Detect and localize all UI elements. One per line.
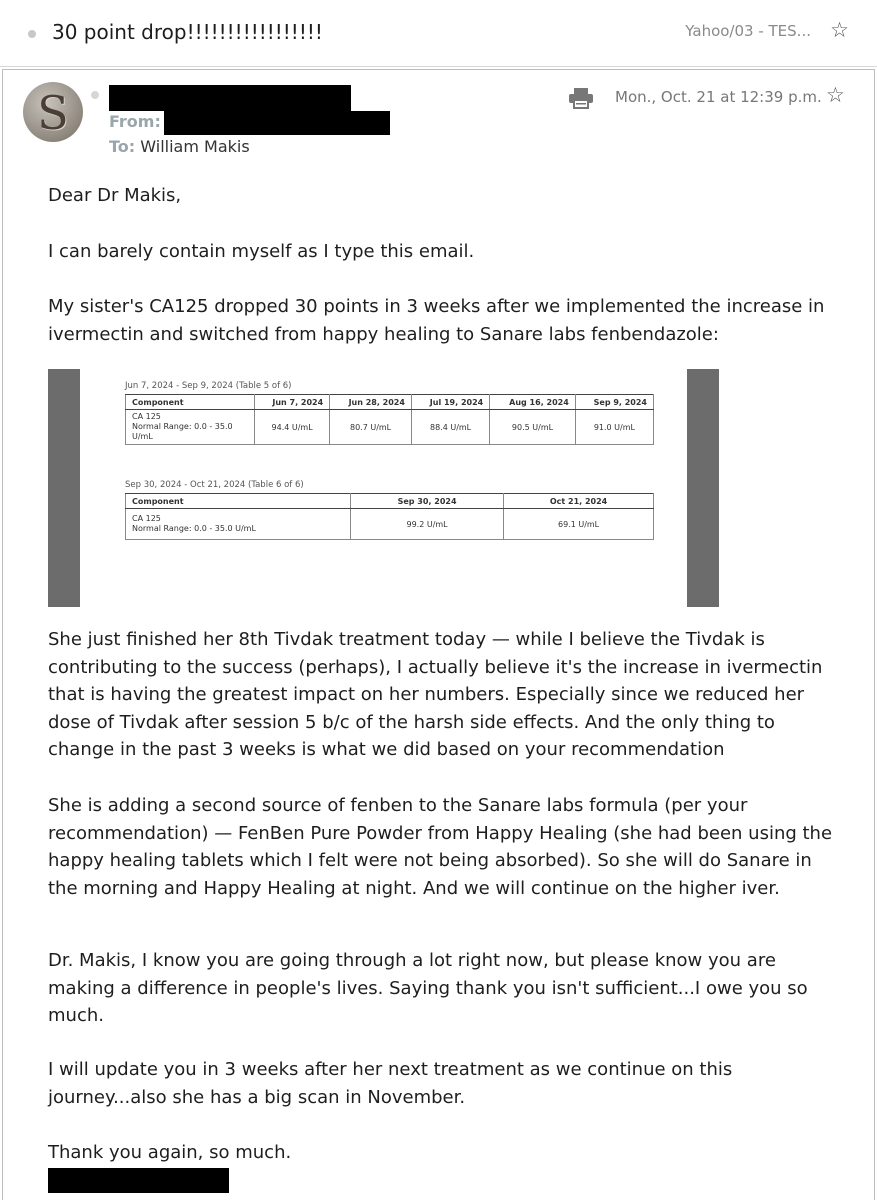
lab-table-2 — [125, 493, 654, 540]
component-cell — [126, 509, 351, 540]
normal-range: Normal Range: 0.0 - 35.0 — [132, 422, 233, 431]
message-panel — [2, 69, 875, 1200]
closing: Thank you again, so much. — [48, 1142, 292, 1163]
subject-bar — [0, 0, 877, 67]
value-cell: 91.0 U/mL — [575, 410, 653, 445]
component-cell — [126, 410, 255, 445]
paragraph-6: I will update you in 3 weeks after her next treatment as we continue on this journey...also she has a big scan in November. — [48, 1059, 733, 1108]
folder-label[interactable]: Yahoo/03 - TES... — [685, 22, 811, 40]
value-cell: 88.4 U/mL — [411, 410, 489, 445]
message-date: Mon., Oct. 21 at 12:39 p.m. — [615, 88, 822, 106]
lab-table-1 — [125, 394, 654, 445]
to-label: To: — [109, 137, 136, 156]
from-label: From: — [109, 112, 161, 131]
table-header-cell: Jun 7, 2024 — [255, 395, 330, 410]
greeting: Dear Dr Makis, — [48, 185, 182, 206]
redacted-sender-name — [109, 85, 351, 111]
table-row — [126, 410, 654, 445]
table-header-cell: Oct 21, 2024 — [504, 494, 654, 509]
image-border-right — [687, 369, 719, 607]
paragraph-1: I can barely contain myself as I type this email. — [48, 241, 475, 262]
star-icon[interactable]: ☆ — [830, 18, 849, 42]
star-icon[interactable]: ☆ — [826, 83, 845, 107]
value-cell: 69.1 U/mL — [504, 509, 654, 540]
table-header-cell: Sep 9, 2024 — [575, 395, 653, 410]
email-subject: 30 point drop!!!!!!!!!!!!!!!!! — [52, 20, 323, 44]
lab-results-image — [48, 369, 725, 607]
paragraph-3: She just finished her 8th Tivdak treatment today — while I believe the Tivdak is contributing to the success (perhaps), I actually believe it's the increase in ivermectin that is having the greatest impact on her numbers. Especially since we reduced her dose of Tivdak after session 5 b/c of the harsh side effects. And the only thing to change in the past 3 weeks is what we did based on your recommendation — [48, 629, 823, 760]
normal-range: Normal Range: 0.0 - 35.0 U/mL — [132, 524, 256, 533]
unit-label: U/mL — [132, 432, 153, 441]
table-header-cell: Jul 19, 2024 — [411, 395, 489, 410]
table-header-cell: Sep 30, 2024 — [351, 494, 504, 509]
table-caption: Sep 30, 2024 - Oct 21, 2024 (Table 6 of 6) — [125, 480, 304, 490]
redacted-signature — [48, 1168, 229, 1193]
image-border-left — [48, 369, 80, 607]
status-dot-icon — [91, 91, 99, 99]
value-cell: 80.7 U/mL — [330, 410, 412, 445]
recipient-line — [109, 137, 250, 156]
paragraph-5: Dr. Makis, I know you are going through a lot right now, but please know you are making a difference in people's lives. Saying thank you isn't sufficient...I owe you so much. — [48, 950, 808, 1026]
paragraph-4: She is adding a second source of fenben to the Sanare labs formula (per your recommendation) — FenBen Pure Powder from Happy Healing (she had been using the happy healing tablets which I felt were not being absorbed). So she will do Sanare in the morning and Happy Healing at night. And we will continue on the higher iver. — [48, 795, 833, 899]
avatar[interactable] — [23, 82, 83, 142]
printer-icon[interactable] — [568, 87, 594, 109]
paragraph-2: My sister's CA125 dropped 30 points in 3 weeks after we implemented the increase in ivermectin and switched from happy healing to Sanare labs fenbendazole: — [48, 296, 825, 345]
component-name: CA 125 — [132, 514, 161, 523]
recipient-name[interactable]: William Makis — [140, 137, 250, 156]
table-header-cell: Component — [126, 494, 351, 509]
component-name: CA 125 — [132, 412, 161, 421]
table-caption: Jun 7, 2024 - Sep 9, 2024 (Table 5 of 6) — [125, 381, 292, 391]
value-cell: 94.4 U/mL — [255, 410, 330, 445]
value-cell: 99.2 U/mL — [351, 509, 504, 540]
table-header-cell: Component — [126, 395, 255, 410]
table-header-cell: Jun 28, 2024 — [330, 395, 412, 410]
unread-dot-icon — [28, 30, 36, 38]
avatar-letter: S — [37, 86, 69, 140]
table-header-cell: Aug 16, 2024 — [490, 395, 576, 410]
value-cell: 90.5 U/mL — [490, 410, 576, 445]
table-row — [126, 509, 654, 540]
redacted-sender-email — [164, 111, 390, 135]
